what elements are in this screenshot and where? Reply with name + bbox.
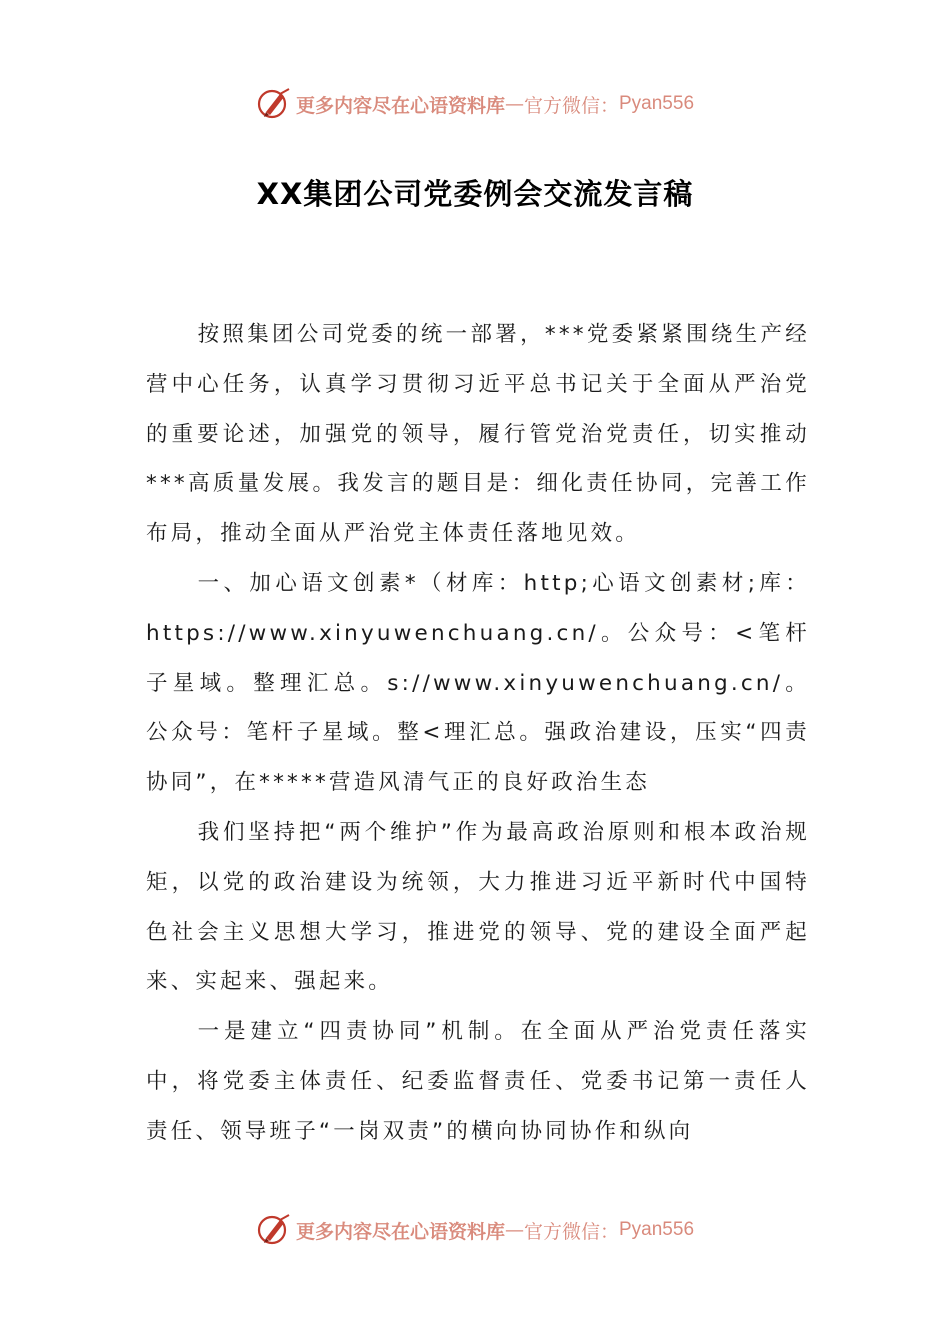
header-banner xyxy=(0,84,950,124)
footer-banner xyxy=(0,1210,950,1250)
paragraph-intro: 按照集团公司党委的统一部署，***党委紧紧围绕生产经营中心任务，认真学习贯彻习近平总书记关于全面从严治党的重要论述，加强党的领导，履行管党治党责任，切实推动***高质量发展。我发言的题目是：细化责任协同，完善工作布局，推动全面从严治党主体责任落地见效。 xyxy=(146,322,810,547)
pen-nib-logo-icon xyxy=(256,1212,292,1248)
paragraph-section-heading: 一、加心语文创素*（材库：http;心语文创素材;库：https://www.xinyuwenchuang.cn/。公众号：<笔杆子星域。整理汇总。s://www.xinyuwenchuang.cn/。公众号：笔杆子星域。整<理汇总。强政治建设，压实“四责协同”，在*****营造风清气正的良好政治生态 xyxy=(146,570,810,796)
banner-wechat-id: Pyan556 xyxy=(619,93,695,114)
paragraph-four-duties: 一是建立“四责协同”机制。在全面从严治党责任落实中，将党委主体责任、纪委监督责任、党委书记第一责任人责任、领导班子“一岗双责”的横向协同协作和纵向 xyxy=(146,1019,810,1144)
paragraph-political-rules: 我们坚持把“两个维护”作为最高政治原则和根本政治规矩，以党的政治建设为统领，大力推进习近平新时代中国特色社会主义思想大学习，推进党的领导、党的建设全面严起来、实起来、强起来。 xyxy=(146,819,810,995)
banner-main-text: 更多内容尽在心语资料库 xyxy=(295,94,505,117)
banner-separator: — xyxy=(504,1219,524,1241)
pen-nib-logo-icon xyxy=(256,86,292,122)
banner-wechat-label: 官方微信： xyxy=(523,1220,619,1243)
banner-main-text: 更多内容尽在心语资料库 xyxy=(295,1220,505,1243)
banner-wechat-id: Pyan556 xyxy=(619,1219,695,1240)
banner-separator: — xyxy=(504,93,524,115)
banner-wechat-label: 官方微信： xyxy=(523,94,619,117)
document-body xyxy=(146,310,810,1157)
document-title: XX集团公司党委例会交流发言稿 xyxy=(256,177,694,211)
